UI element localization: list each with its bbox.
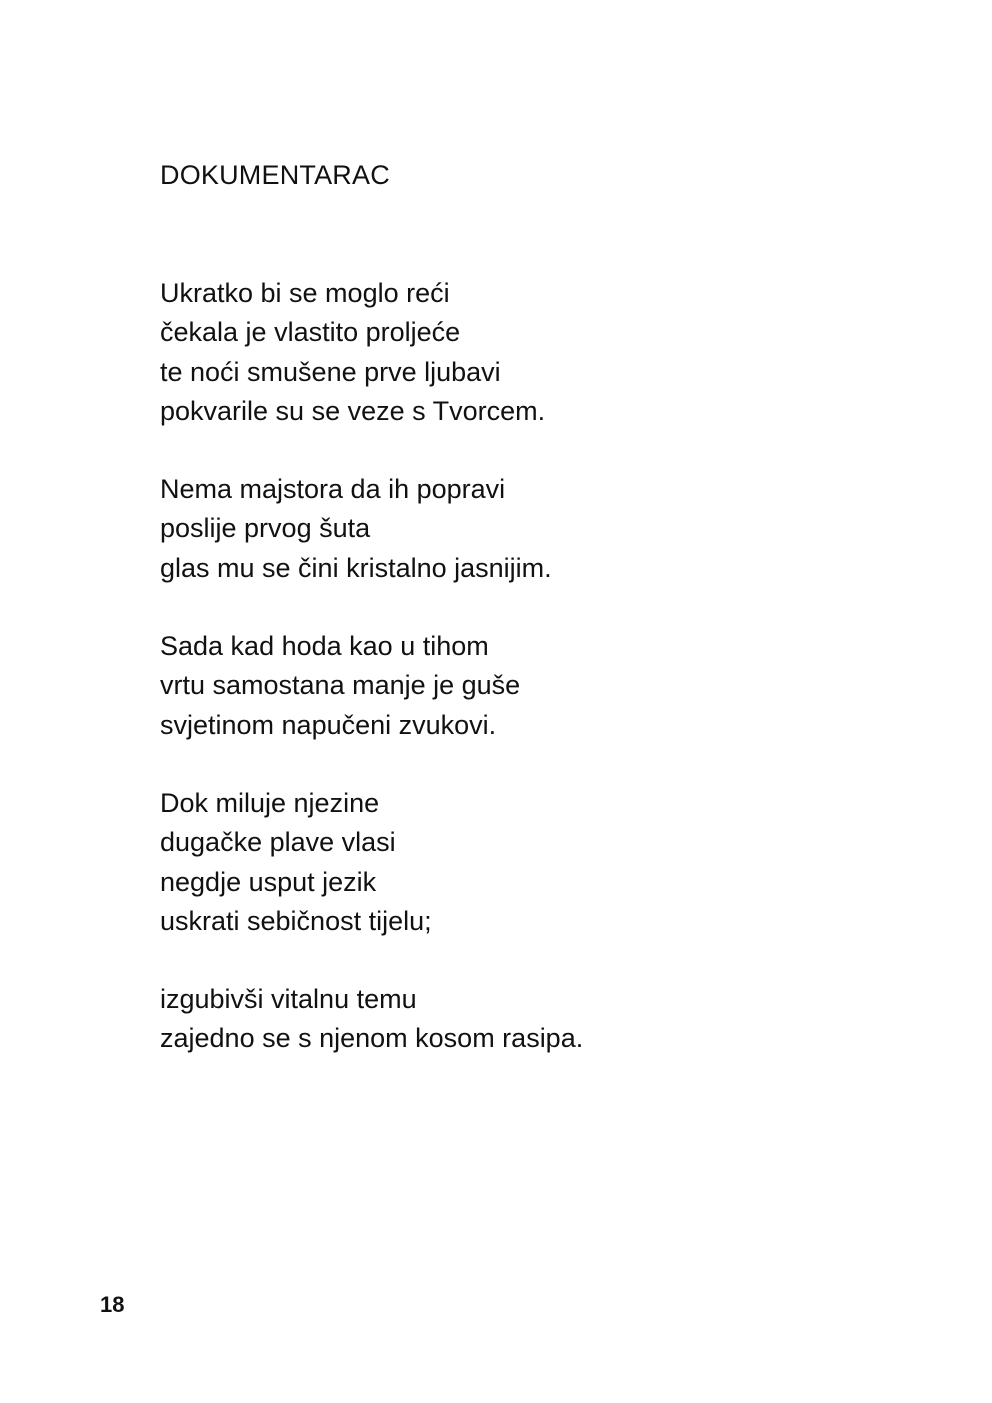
poem-line: poslije prvog šuta [160,513,371,544]
stanza-5 [160,980,583,1059]
stanza-4 [160,784,432,941]
poem-line: pokvarile su se veze s Tvorcem. [160,395,546,426]
poem-line: Ukratko bi se moglo reći [160,278,450,308]
poem-line: Nema majstora da ih popravi [160,474,506,504]
poem-line: svjetinom napučeni zvukovi. [160,709,497,740]
stanza-3 [160,627,520,745]
stanza-1 [160,274,545,431]
poem-line: Dok miluje njezine [160,788,380,818]
poem-title: DOKUMENTARAC [160,160,390,190]
page-number: 18 [100,1292,125,1317]
poem-line: izgubivši vitalnu temu [160,984,417,1014]
poem-line: vrtu samostana manje je guše [160,670,521,701]
poem-line: zajedno se s njenom kosom rasipa. [160,1023,584,1054]
poem-line: čekala je vlastito proljeće [160,317,461,348]
poem-line: dugačke plave vlasi [160,827,396,858]
poem-line: te noći smušene prve ljubavi [160,356,501,387]
poem-line: uskrati sebičnost tijelu; [160,905,432,936]
stanza-2 [160,470,552,588]
poem-line: glas mu se čini kristalno jasnijim. [160,552,552,583]
poem-line: Sada kad hoda kao u tihom [160,631,489,661]
poem-line: negdje usput jezik [160,866,377,897]
